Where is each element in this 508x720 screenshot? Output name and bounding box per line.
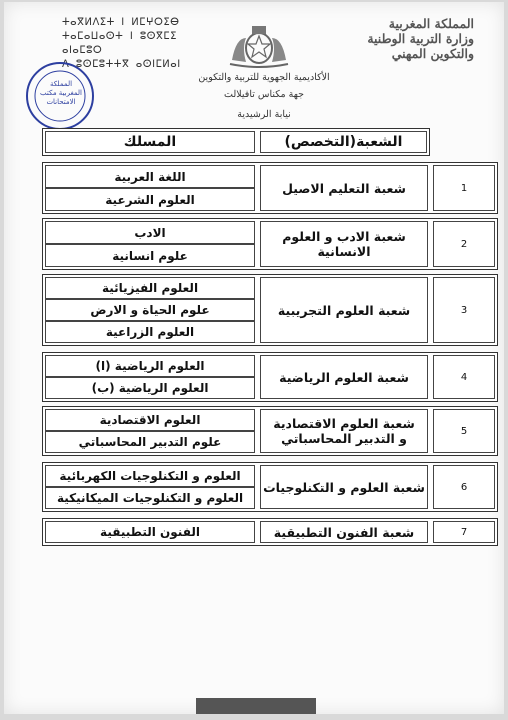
track-cell: العلوم الرياضية (ب): [45, 377, 255, 399]
track-cell: اللغة العربية: [45, 165, 255, 188]
specialty-label: شعبة التعليم الاصيل: [282, 180, 406, 196]
table-row: [42, 518, 498, 546]
coat-of-arms-icon: [224, 24, 294, 68]
header-line: المملكة المغربية: [388, 16, 474, 31]
specialty-cell: [260, 165, 428, 211]
table-row: [42, 406, 498, 456]
row-number: 5: [433, 409, 495, 453]
track-cell: العلوم الفيزيائية: [45, 277, 255, 299]
table-row: [42, 274, 498, 346]
stamp-text: المملكة المغربية مكتب الامتحانات: [39, 80, 82, 106]
track-cell: العلوم الاقتصادية: [45, 409, 255, 431]
academy-subtitle: الأكاديمية الجهوية للتربية والتكوين: [198, 72, 330, 83]
ministry-header-arabic: [334, 16, 474, 61]
track-cell: علوم التدبير المحاسباتي: [45, 431, 255, 453]
specialty-cell: [260, 521, 428, 543]
track-cell: العلوم الرياضية (ا): [45, 355, 255, 377]
track-cell: العلوم الشرعية: [45, 188, 255, 211]
specialty-label: و التدبير المحاسباتي: [281, 431, 407, 446]
table-row: [42, 162, 498, 214]
table-row: [42, 218, 498, 270]
specialty-label: شعبة العلوم الاقتصادية: [273, 416, 415, 431]
track-column-header: المسلك: [45, 131, 255, 153]
row-number: 4: [433, 355, 495, 399]
specialty-cell: [260, 277, 428, 343]
row-number: 1: [433, 165, 495, 211]
specialty-label: شعبة الفنون التطبيقية: [273, 524, 415, 540]
specialty-label: شعبة العلوم التجريبية: [277, 302, 411, 318]
track-cell: علوم الحياة و الارض: [45, 299, 255, 321]
track-cell: العلوم الزراعية: [45, 321, 255, 343]
specialty-label: شعبة الادب و العلوم الانسانية: [282, 229, 406, 259]
document-page: [4, 2, 504, 714]
header-line: ⵜⴰⵎⴰⵡⴰⵙⵜ ⵏ ⵓⵙⴳⵎⵉ ⴰⵏⴰⵎⵓⵔ: [62, 31, 177, 56]
row-number: 3: [433, 277, 495, 343]
region-subtitle: جهة مكناس تافيلالت: [224, 89, 304, 100]
directorate-subtitle: نيابة الرشيدية: [237, 109, 291, 120]
track-cell: علوم انسانية: [45, 244, 255, 267]
track-cell: العلوم و التكنلوجيات الكهربائية: [45, 465, 255, 487]
header-line: ⵜⴰⴳⵍⴷⵉⵜ ⵏ ⵍⵎⵖⵔⵉⴱ: [62, 17, 180, 28]
row-number: 2: [433, 221, 495, 267]
track-cell: العلوم و التكنلوجيات الميكانيكية: [45, 487, 255, 509]
specialty-label: شعبة العلوم الرياضية: [279, 369, 409, 385]
row-number: 7: [433, 521, 495, 543]
specialty-column-header: الشعبة(التخصص): [260, 131, 427, 153]
table-row: [42, 352, 498, 402]
scanner-footer-strip: [196, 698, 316, 714]
header-line: وزارة التربية الوطنية: [367, 31, 474, 46]
row-number: 6: [433, 465, 495, 509]
specialty-cell: [260, 221, 428, 267]
header-line: والتكوين المهني: [391, 46, 474, 61]
table-header: [42, 128, 430, 156]
specialty-cell: [260, 465, 428, 509]
table-row: [42, 462, 498, 512]
specialty-label: شعبة العلوم و التكنلوجيات: [263, 479, 425, 495]
specialty-cell: [260, 355, 428, 399]
specialty-cell: [260, 409, 428, 453]
track-cell: الادب: [45, 221, 255, 244]
track-cell: الفنون التطبيقية: [45, 521, 255, 543]
header-line: ⴷ ⵓⵙⵎⵓⵜⵜⴳ ⴰⵙⵏⵎⵍⴰⵏ: [62, 59, 181, 70]
